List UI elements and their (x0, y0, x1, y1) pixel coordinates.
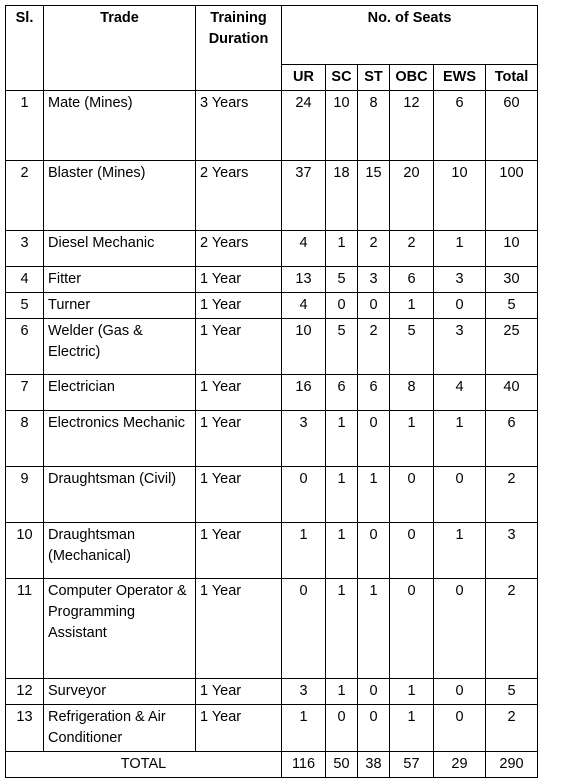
total-sc: 50 (326, 752, 358, 778)
row-seat-total-cell: 100 (486, 161, 538, 231)
row-seat-obc-cell: 6 (390, 267, 434, 293)
row-seat-sc-cell: 18 (326, 161, 358, 231)
row-seat-sc-cell: 10 (326, 91, 358, 161)
row-seat-obc-cell: 1 (390, 679, 434, 705)
row-seat-obc-cell: 20 (390, 161, 434, 231)
row-seat-sc-cell: 1 (326, 523, 358, 579)
row-sl-cell: 7 (6, 375, 44, 411)
row-sl-cell: 11 (6, 579, 44, 679)
row-duration-cell: 1 Year (196, 679, 282, 705)
total-label: TOTAL (6, 752, 282, 778)
row-seat-total-cell: 2 (486, 705, 538, 752)
row-seat-total-cell: 2 (486, 579, 538, 679)
row-seat-obc-cell: 1 (390, 293, 434, 319)
row-seat-ur-cell: 4 (282, 293, 326, 319)
row-trade-cell: Fitter (44, 267, 196, 293)
row-sl-cell: 5 (6, 293, 44, 319)
row-seat-total-cell: 5 (486, 679, 538, 705)
row-seat-st-cell: 3 (358, 267, 390, 293)
total-st: 38 (358, 752, 390, 778)
row-seat-ews-cell: 0 (434, 293, 486, 319)
row-seat-sc-cell: 0 (326, 705, 358, 752)
row-seat-st-cell: 1 (358, 467, 390, 523)
seats-header: No. of Seats (282, 6, 538, 65)
row-seat-obc-cell: 12 (390, 91, 434, 161)
row-duration-cell: 1 Year (196, 467, 282, 523)
row-seat-ews-cell: 0 (434, 467, 486, 523)
row-seat-ur-cell: 1 (282, 705, 326, 752)
table-row (6, 523, 538, 579)
row-seat-sc-cell: 1 (326, 231, 358, 267)
row-seat-total-cell: 6 (486, 411, 538, 467)
table-row (6, 231, 538, 267)
table-row (6, 91, 538, 161)
row-sl-cell: 12 (6, 679, 44, 705)
table-row (6, 679, 538, 705)
row-seat-st-cell: 0 (358, 293, 390, 319)
total-ur: 116 (282, 752, 326, 778)
row-trade-cell: Diesel Mechanic (44, 231, 196, 267)
row-seat-ews-cell: 3 (434, 267, 486, 293)
row-duration-cell: 1 Year (196, 523, 282, 579)
total-obc: 57 (390, 752, 434, 778)
total-row (6, 752, 538, 778)
row-seat-st-cell: 0 (358, 523, 390, 579)
row-seat-st-cell: 6 (358, 375, 390, 411)
category-header-total: Total (486, 65, 538, 91)
row-sl-cell: 3 (6, 231, 44, 267)
row-seat-obc-cell: 1 (390, 705, 434, 752)
row-seat-ur-cell: 0 (282, 467, 326, 523)
seat-table (5, 5, 538, 778)
category-header-st: ST (358, 65, 390, 91)
total-ews: 29 (434, 752, 486, 778)
row-sl-cell: 13 (6, 705, 44, 752)
row-seat-st-cell: 8 (358, 91, 390, 161)
row-seat-ews-cell: 0 (434, 705, 486, 752)
row-seat-st-cell: 0 (358, 705, 390, 752)
row-seat-ur-cell: 13 (282, 267, 326, 293)
row-seat-ur-cell: 3 (282, 679, 326, 705)
table-row (6, 267, 538, 293)
category-header-obc: OBC (390, 65, 434, 91)
row-duration-cell: 1 Year (196, 319, 282, 375)
row-seat-total-cell: 30 (486, 267, 538, 293)
row-seat-st-cell: 15 (358, 161, 390, 231)
row-seat-obc-cell: 0 (390, 467, 434, 523)
row-seat-ews-cell: 1 (434, 523, 486, 579)
row-seat-obc-cell: 0 (390, 579, 434, 679)
row-duration-cell: 1 Year (196, 705, 282, 752)
row-seat-obc-cell: 1 (390, 411, 434, 467)
row-trade-cell: Refrigeration & Air Conditioner (44, 705, 196, 752)
row-trade-cell: Electrician (44, 375, 196, 411)
row-duration-cell: 1 Year (196, 375, 282, 411)
row-seat-total-cell: 5 (486, 293, 538, 319)
table-row (6, 293, 538, 319)
row-sl-cell: 10 (6, 523, 44, 579)
row-seat-obc-cell: 8 (390, 375, 434, 411)
row-trade-cell: Computer Operator & Programming Assistant (44, 579, 196, 679)
category-header-ews: EWS (434, 65, 486, 91)
row-duration-cell: 1 Year (196, 293, 282, 319)
row-seat-sc-cell: 0 (326, 293, 358, 319)
category-header-sc: SC (326, 65, 358, 91)
row-seat-st-cell: 1 (358, 579, 390, 679)
sl-header: Sl. (6, 6, 44, 91)
table-row (6, 579, 538, 679)
row-sl-cell: 4 (6, 267, 44, 293)
header-row (6, 6, 538, 65)
row-seat-ews-cell: 1 (434, 231, 486, 267)
row-trade-cell: Draughtsman (Mechanical) (44, 523, 196, 579)
trade-header: Trade (44, 6, 196, 91)
table-body (6, 91, 538, 752)
row-sl-cell: 1 (6, 91, 44, 161)
row-seat-ur-cell: 37 (282, 161, 326, 231)
row-duration-cell: 1 Year (196, 579, 282, 679)
table-row (6, 705, 538, 752)
row-seat-ews-cell: 6 (434, 91, 486, 161)
row-trade-cell: Draughtsman (Civil) (44, 467, 196, 523)
row-seat-sc-cell: 5 (326, 319, 358, 375)
row-trade-cell: Blaster (Mines) (44, 161, 196, 231)
row-seat-ur-cell: 16 (282, 375, 326, 411)
row-duration-cell: 1 Year (196, 267, 282, 293)
row-seat-ews-cell: 10 (434, 161, 486, 231)
row-seat-ur-cell: 10 (282, 319, 326, 375)
row-trade-cell: Electronics Mechanic (44, 411, 196, 467)
row-sl-cell: 8 (6, 411, 44, 467)
row-trade-cell: Welder (Gas & Electric) (44, 319, 196, 375)
row-seat-total-cell: 40 (486, 375, 538, 411)
row-seat-st-cell: 0 (358, 679, 390, 705)
row-seat-ews-cell: 3 (434, 319, 486, 375)
row-sl-cell: 9 (6, 467, 44, 523)
table-row (6, 467, 538, 523)
row-seat-ews-cell: 1 (434, 411, 486, 467)
row-trade-cell: Surveyor (44, 679, 196, 705)
row-seat-ur-cell: 1 (282, 523, 326, 579)
row-seat-ews-cell: 0 (434, 579, 486, 679)
row-seat-ews-cell: 0 (434, 679, 486, 705)
row-seat-sc-cell: 6 (326, 375, 358, 411)
row-seat-total-cell: 60 (486, 91, 538, 161)
table-row (6, 411, 538, 467)
row-seat-sc-cell: 1 (326, 411, 358, 467)
row-seat-st-cell: 0 (358, 411, 390, 467)
row-duration-cell: 3 Years (196, 91, 282, 161)
row-seat-obc-cell: 2 (390, 231, 434, 267)
table-row (6, 375, 538, 411)
duration-header: Training Duration (196, 6, 282, 91)
row-seat-sc-cell: 1 (326, 467, 358, 523)
table-row (6, 319, 538, 375)
table-row (6, 161, 538, 231)
row-seat-total-cell: 25 (486, 319, 538, 375)
row-seat-ews-cell: 4 (434, 375, 486, 411)
total-all: 290 (486, 752, 538, 778)
row-seat-sc-cell: 1 (326, 579, 358, 679)
row-seat-sc-cell: 1 (326, 679, 358, 705)
row-duration-cell: 2 Years (196, 231, 282, 267)
row-trade-cell: Turner (44, 293, 196, 319)
row-seat-st-cell: 2 (358, 231, 390, 267)
row-seat-sc-cell: 5 (326, 267, 358, 293)
category-header-ur: UR (282, 65, 326, 91)
row-duration-cell: 2 Years (196, 161, 282, 231)
row-seat-obc-cell: 5 (390, 319, 434, 375)
row-sl-cell: 2 (6, 161, 44, 231)
row-seat-total-cell: 2 (486, 467, 538, 523)
row-trade-cell: Mate (Mines) (44, 91, 196, 161)
row-sl-cell: 6 (6, 319, 44, 375)
row-seat-ur-cell: 0 (282, 579, 326, 679)
row-seat-total-cell: 3 (486, 523, 538, 579)
row-seat-st-cell: 2 (358, 319, 390, 375)
row-seat-ur-cell: 4 (282, 231, 326, 267)
row-seat-ur-cell: 24 (282, 91, 326, 161)
row-duration-cell: 1 Year (196, 411, 282, 467)
row-seat-ur-cell: 3 (282, 411, 326, 467)
row-seat-obc-cell: 0 (390, 523, 434, 579)
row-seat-total-cell: 10 (486, 231, 538, 267)
